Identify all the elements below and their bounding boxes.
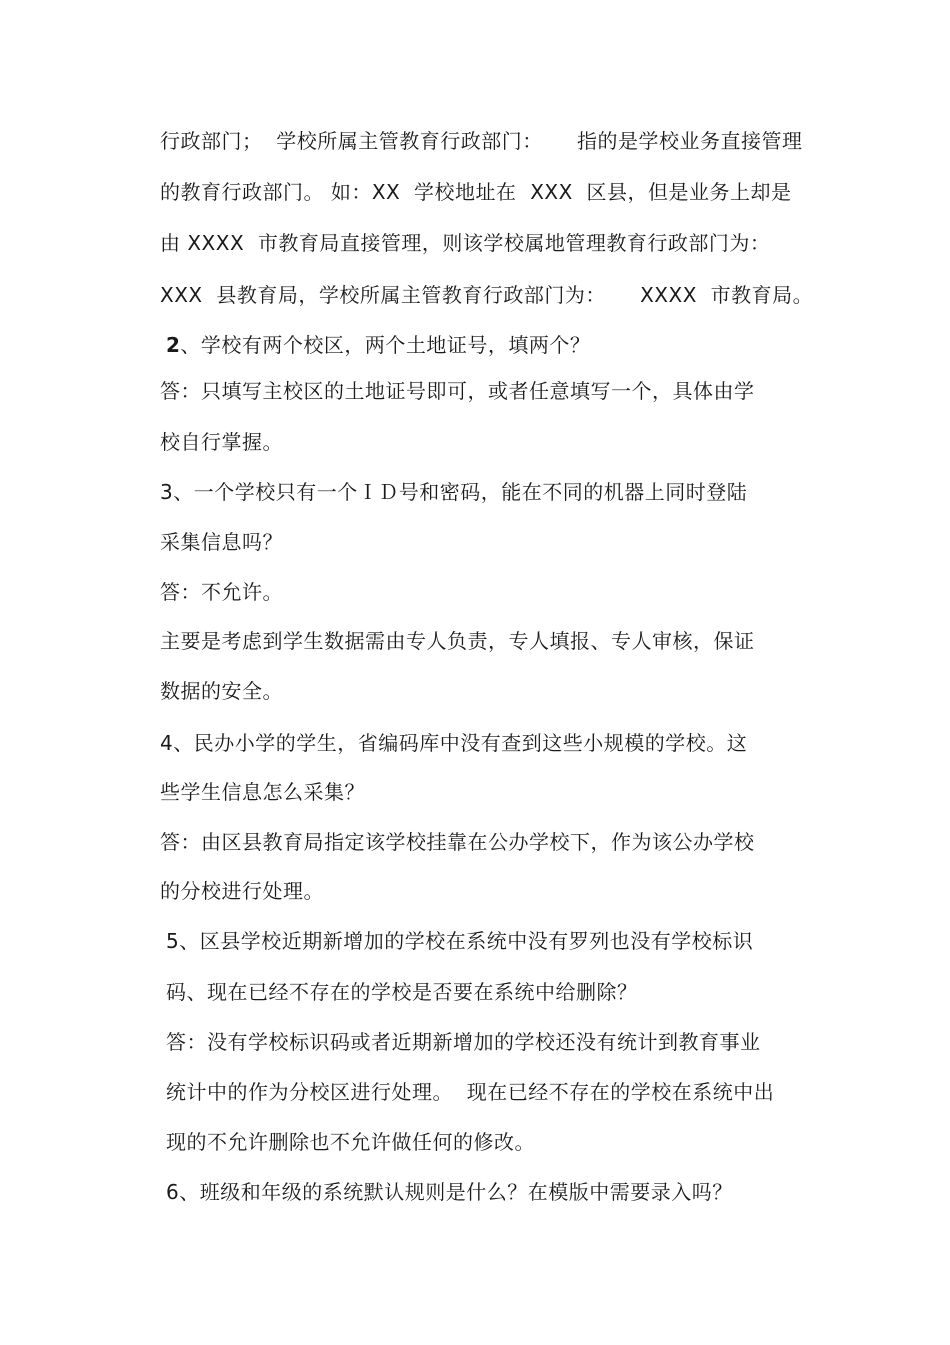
question-number: 2 — [166, 333, 181, 357]
text-line: 行政部门； 学校所属主管教育行政部门： 指的是学校业务直接管理 — [160, 129, 803, 153]
question-line: 码、现在已经不存在的学校是否要在系统中给删除？ — [166, 980, 638, 1004]
text-line: XXX 县教育局，学校所属主管教育行政部门为： XXXX 市教育局。 — [160, 283, 814, 307]
question-3: 3、一个学校只有一个ＩＤ号和密码，能在不同的机器上同时登陆 — [160, 480, 748, 504]
question-text: 、学校有两个校区，两个土地证号，填两个？ — [180, 333, 591, 357]
question-line: 采集信息吗？ — [160, 530, 283, 554]
answer-line: 答：由区县教育局指定该学校挂靠在公办学校下，作为该公办学校 — [160, 830, 755, 854]
answer-line: 统计中的作为分校区进行处理。 现在已经不存在的学校在系统中出 — [166, 1080, 775, 1104]
answer-line: 校自行掌握。 — [160, 430, 283, 454]
answer-line: 答：只填写主校区的土地证号即可，或者任意填写一个，具体由学 — [160, 379, 755, 403]
answer-line: 答：没有学校标识码或者近期新增加的学校还没有统计到教育事业 — [166, 1030, 761, 1054]
question-5: 5、区县学校近期新增加的学校在系统中没有罗列也没有学校标识 — [166, 929, 754, 953]
question-4: 4、民办小学的学生，省编码库中没有查到这些小规模的学校。这 — [160, 731, 748, 755]
text-line: 的教育行政部门。 如：XX 学校地址在 XXX 区县，但是业务上却是 — [160, 180, 792, 204]
text-line: 主要是考虑到学生数据需由专人负责，专人填报、专人审核，保证 — [160, 629, 755, 653]
text-line: 数据的安全。 — [160, 679, 283, 703]
question-6: 6、班级和年级的系统默认规则是什么？在模版中需要录入吗？ — [166, 1180, 733, 1204]
text-line: 由 XXXX 市教育局直接管理，则该学校属地管理教育行政部门为： — [160, 231, 771, 255]
answer-line: 答：不允许。 — [160, 580, 283, 604]
question-2 — [166, 333, 590, 357]
answer-line: 的分校进行处理。 — [160, 879, 324, 903]
question-line: 些学生信息怎么采集？ — [160, 780, 365, 804]
answer-line: 现的不允许删除也不允许做任何的修改。 — [166, 1130, 535, 1154]
